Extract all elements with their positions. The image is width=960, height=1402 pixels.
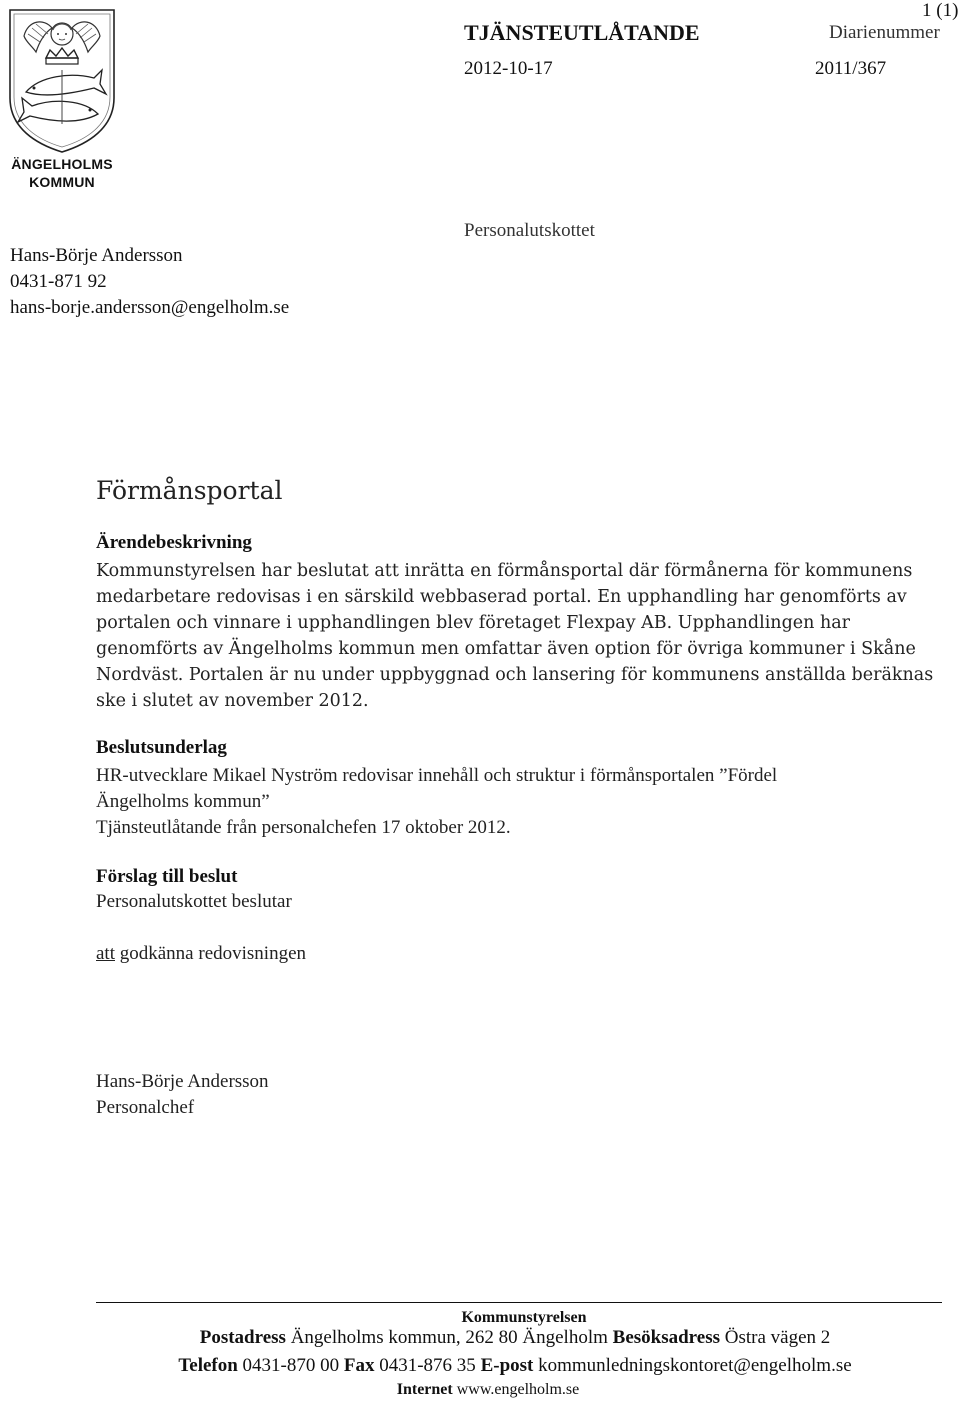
text-line: HR-utvecklare Mikael Nyström redovisar innehåll och struktur i förmånsportalen ”Fördel xyxy=(96,765,778,786)
footer-internet-line xyxy=(0,1381,960,1399)
heading-beslutsunderlag: Beslutsunderlag xyxy=(96,737,227,758)
text-line: Nordväst. Portalen är nu under uppbyggnad och lansering för kommunens anställda beräknas xyxy=(96,665,934,685)
epost-label: E-post xyxy=(480,1355,534,1376)
fax-value: 0431-876 35 xyxy=(374,1355,481,1376)
besoksadress-value: Östra vägen 2 xyxy=(719,1327,831,1348)
diarienummer-label: Diarienummer xyxy=(829,22,940,43)
text-line: genomförts av Ängelholms kommun men omfattar även option för övriga kommuner i Skåne xyxy=(96,639,916,659)
arendebeskrivning-text xyxy=(96,558,936,714)
telefon-value: 0431-870 00 xyxy=(237,1355,344,1376)
text-line: Ängelholms kommun” xyxy=(96,791,270,812)
fax-label: Fax xyxy=(343,1355,375,1376)
footer-org: Kommunstyrelsen xyxy=(461,1309,587,1326)
recipient: Personalutskottet xyxy=(464,220,595,241)
text-line: Tjänsteutlåtande från personalchefen 17 oktober 2012. xyxy=(96,817,511,838)
besoksadress-label: Besöksadress xyxy=(612,1327,720,1348)
telefon-label: Telefon xyxy=(178,1355,238,1376)
att-word: att xyxy=(96,943,115,964)
epost-value: kommunledningskontoret@engelholm.se xyxy=(533,1355,852,1376)
internet-value: www.engelholm.se xyxy=(452,1381,580,1398)
postadress-label: Postadress xyxy=(199,1327,286,1348)
coat-of-arms-icon xyxy=(6,6,118,156)
municipality-logo xyxy=(6,6,118,194)
signature-name: Hans-Börje Andersson xyxy=(96,1071,269,1092)
logo-name-line2: KOMMUN xyxy=(29,174,95,190)
signature-role: Personalchef xyxy=(96,1097,195,1118)
sender-email: hans-borje.andersson@engelholm.se xyxy=(10,297,290,318)
diarienummer-value: 2011/367 xyxy=(815,58,887,79)
att-rest: godkänna redovisningen xyxy=(115,943,307,964)
sender-phone: 0431-871 92 xyxy=(10,271,107,292)
page-number: 1 (1) xyxy=(922,0,959,21)
forslag-att-line xyxy=(96,943,306,965)
document-title: Förmånsportal xyxy=(96,476,283,505)
footer-address-line xyxy=(0,1327,960,1349)
logo-name-line1: ÄNGELHOLMS xyxy=(11,156,113,172)
text-line: ske i slutet av november 2012. xyxy=(96,691,369,711)
footer-divider xyxy=(96,1302,942,1303)
document-type: TJÄNSTEUTLÅTANDE xyxy=(464,20,700,45)
heading-forslag: Förslag till beslut xyxy=(96,866,238,887)
internet-label: Internet xyxy=(396,1381,453,1398)
footer-contact-line xyxy=(0,1355,960,1377)
sender-name: Hans-Börje Andersson xyxy=(10,245,183,266)
forslag-line: Personalutskottet beslutar xyxy=(96,891,292,912)
document-date: 2012-10-17 xyxy=(464,58,553,79)
postadress-value: Ängelholms kommun, 262 80 Ängelholm xyxy=(285,1327,613,1348)
beslutsunderlag-text xyxy=(96,763,936,841)
heading-arendebeskrivning: Ärendebeskrivning xyxy=(96,532,252,553)
text-line: medarbetare redovisas i en särskild webbaserad portal. En upphandling har genomförts av xyxy=(96,587,907,607)
text-line: portalen och vinnare i upphandlingen blev företaget Flexpay AB. Upphandlingen har xyxy=(96,613,851,633)
text-line: Kommunstyrelsen har beslutat att inrätta en förmånsportal där förmånerna för kommunens xyxy=(96,561,913,581)
